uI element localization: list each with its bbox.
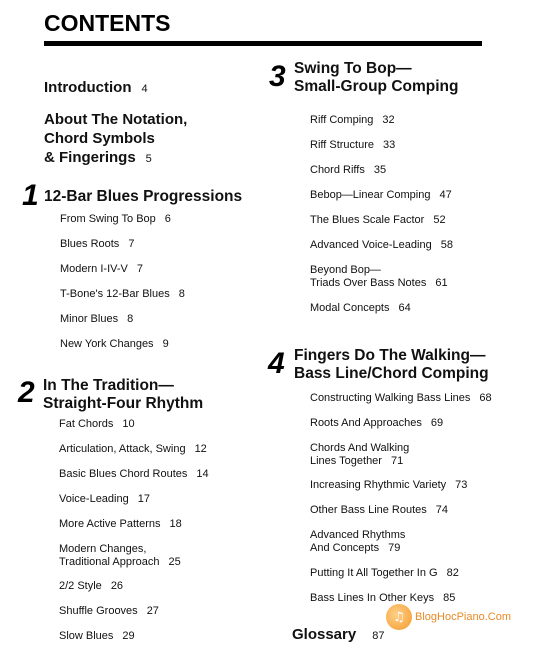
page-number: 17: [137, 493, 150, 505]
toc-entry: [59, 543, 181, 569]
line-text: Increasing Rhythmic Variety: [310, 479, 447, 491]
toc-entry: [59, 518, 182, 531]
chapter-title-line: Bass Line/Chord Comping: [294, 365, 489, 382]
page-number: 69: [430, 417, 444, 429]
page-number: 47: [439, 189, 452, 201]
glossary-entry: [292, 626, 384, 643]
chapter-number: 1: [22, 179, 39, 212]
toc-entry: [59, 605, 159, 618]
toc-entry: [310, 479, 467, 492]
toc-entry: [59, 418, 135, 431]
toc-entry: [310, 114, 395, 127]
line-text: From Swing To Bop: [60, 213, 156, 225]
page-number: 26: [110, 580, 124, 592]
page-number: 10: [122, 418, 135, 430]
toc-entry: [310, 529, 405, 555]
page-number: 29: [122, 630, 135, 642]
toc-entry: [310, 164, 386, 177]
line-text: Riff Structure: [310, 139, 374, 151]
line-text: Slow Blues: [59, 630, 114, 642]
toc-entry: [310, 302, 411, 315]
title-rule: [44, 41, 482, 46]
toc-entry: [60, 213, 171, 226]
line-text: Fat Chords: [59, 418, 114, 430]
page-number: 7: [136, 263, 143, 275]
line-text: Articulation, Attack, Swing: [59, 443, 186, 455]
page-number: 33: [383, 139, 396, 151]
chapter-title-line: In The Tradition—: [43, 377, 174, 394]
chapter-title-line: 12-Bar Blues Progressions: [44, 188, 243, 205]
page-number: 74: [435, 504, 449, 516]
toc-entry: [310, 139, 395, 152]
chapter-title: [294, 60, 458, 96]
chapter-title-line: Swing To Bop—: [294, 60, 412, 77]
line-text: Constructing Walking Bass Lines: [310, 392, 471, 404]
line-text: Modal Concepts: [310, 302, 390, 314]
watermark: [386, 604, 511, 630]
line-text: Traditional Approach: [59, 556, 160, 568]
page-number: 82: [446, 567, 459, 579]
toc-entry: [60, 338, 169, 351]
toc-entry: [60, 263, 143, 276]
toc-entry: [60, 238, 134, 251]
line-text: Chord Symbols: [44, 130, 155, 147]
toc-entry: [59, 493, 150, 506]
line-text: Beyond Bop—: [310, 264, 381, 276]
line-text: And Concepts: [310, 542, 380, 554]
line-text: Modern Changes,: [59, 543, 147, 555]
line-text: Introduction: [44, 79, 132, 96]
page-number: 8: [178, 288, 185, 300]
page-number: 73: [455, 479, 468, 491]
page-number: 64: [398, 302, 411, 314]
toc-entry: [59, 468, 209, 481]
line-text: Chord Riffs: [310, 164, 365, 176]
page-number: 12: [194, 443, 207, 455]
chapter-title: [44, 188, 242, 206]
line-text: New York Changes: [60, 338, 154, 350]
page-number: 6: [164, 213, 171, 225]
line-text: Other Bass Line Routes: [310, 504, 427, 516]
page-title: CONTENTS: [44, 10, 171, 36]
page-number: 61: [435, 277, 448, 289]
toc-entry: [310, 442, 409, 468]
line-text: Voice-Leading: [59, 493, 129, 505]
line-text: The Blues Scale Factor: [310, 214, 425, 226]
page-number: 58: [440, 239, 453, 251]
toc-entry: [310, 392, 492, 405]
toc-entry: [310, 417, 443, 430]
front-item: [44, 110, 187, 169]
chapter-title-line: Fingers Do The Walking—: [294, 347, 486, 364]
toc-entry: [310, 567, 459, 580]
front-item: [44, 78, 148, 99]
page-number: 9: [162, 338, 169, 350]
line-text: & Fingerings: [44, 149, 136, 166]
toc-entry: [59, 630, 135, 643]
chapter-title-line: Straight-Four Rhythm: [43, 395, 204, 412]
line-text: About The Notation,: [44, 111, 188, 128]
glossary-page: 87: [372, 630, 385, 642]
line-text: Basic Blues Chord Routes: [59, 468, 188, 480]
page-number: 14: [196, 468, 209, 480]
line-text: Modern I-IV-V: [60, 263, 128, 275]
line-text: Triads Over Bass Notes: [310, 277, 427, 289]
line-text: Blues Roots: [60, 238, 120, 250]
page-number: 85: [443, 592, 456, 604]
chapter-title-line: Small-Group Comping: [294, 78, 459, 95]
page-number: 68: [479, 392, 492, 404]
line-text: Minor Blues: [60, 313, 119, 325]
page-number: 35: [373, 164, 387, 176]
line-text: Putting It All Together In G: [310, 567, 438, 579]
line-text: Advanced Voice-Leading: [310, 239, 432, 251]
line-text: Roots And Approaches: [310, 417, 422, 429]
line-text: 2/2 Style: [59, 580, 102, 592]
toc-entry: [310, 239, 453, 252]
page-number: 5: [145, 153, 152, 165]
toc-entry: [59, 443, 207, 456]
line-text: Bass Lines In Other Keys: [310, 592, 435, 604]
chapter-number: 3: [269, 60, 286, 93]
chapter-number: 4: [268, 347, 285, 380]
toc-entry: [310, 264, 448, 290]
toc-entry: [310, 504, 448, 517]
page-number: 4: [141, 83, 148, 95]
glossary-label: Glossary: [292, 626, 357, 643]
chapter-number: 2: [18, 376, 35, 409]
page-number: 79: [388, 542, 401, 554]
toc-entry: [60, 288, 185, 301]
page-number: 8: [127, 313, 134, 325]
music-note-icon: ♫: [386, 604, 412, 630]
page-number: 52: [433, 214, 446, 226]
line-text: Advanced Rhythms: [310, 529, 406, 541]
page-number: 32: [382, 114, 395, 126]
page-number: 25: [168, 556, 181, 568]
line-text: Riff Comping: [310, 114, 374, 126]
page-number: 18: [169, 518, 182, 530]
line-text: Lines Together: [310, 455, 382, 467]
toc-entry: [310, 189, 452, 202]
page-number: 7: [128, 238, 135, 250]
line-text: Chords And Walking: [310, 442, 410, 454]
page-number: 27: [146, 605, 159, 617]
watermark-text: BlogHocPiano.Com: [415, 611, 511, 623]
toc-entry: [310, 214, 446, 227]
line-text: Shuffle Grooves: [59, 605, 138, 617]
chapter-title: [43, 377, 203, 413]
chapter-title: [294, 347, 489, 383]
page-number: 71: [390, 455, 404, 467]
toc-entry: [59, 580, 123, 593]
line-text: More Active Patterns: [59, 518, 161, 530]
toc-entry: [60, 313, 133, 326]
line-text: T-Bone's 12-Bar Blues: [60, 288, 170, 300]
line-text: Bebop—Linear Comping: [310, 189, 431, 201]
